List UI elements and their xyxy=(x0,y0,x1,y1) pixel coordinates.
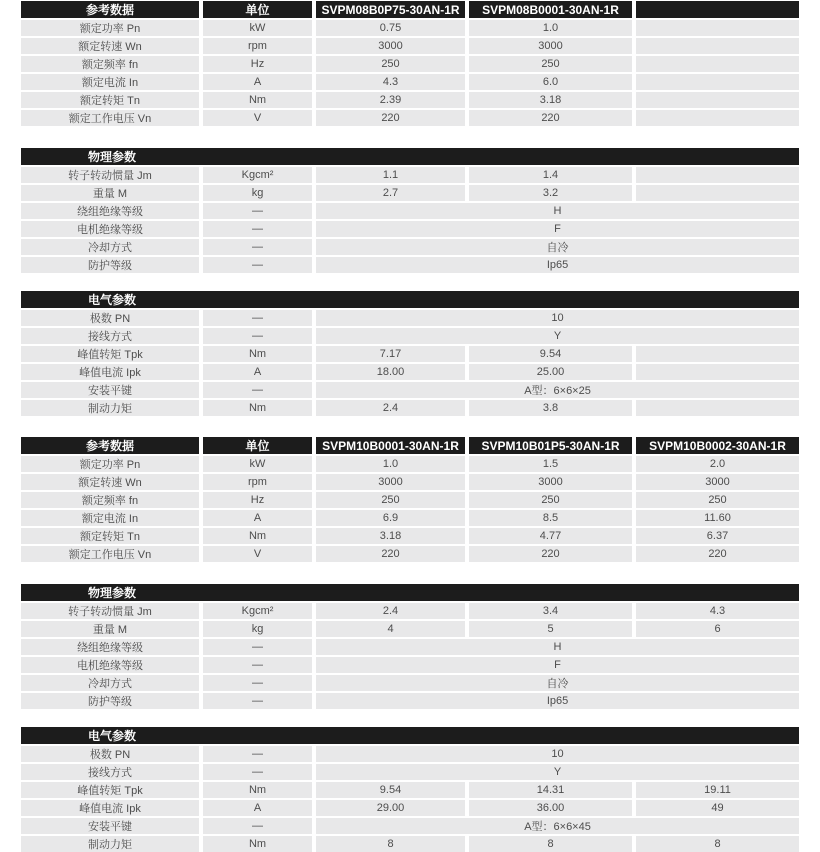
param-value-merged: 10 xyxy=(316,746,799,764)
model-column-header: SVPM08B0001-30AN-1R xyxy=(469,1,636,20)
table-row xyxy=(21,746,799,764)
param-value-merged: Ip65 xyxy=(316,257,799,273)
param-value: 250 xyxy=(316,56,469,74)
param-value-merged: H xyxy=(316,639,799,657)
param-value: 7.17 xyxy=(316,346,469,364)
param-value: 25.00 xyxy=(469,364,636,382)
param-label: 转子转动惯量 Jm xyxy=(21,603,203,621)
param-unit: Hz xyxy=(203,56,316,74)
section-header xyxy=(21,727,799,746)
table-row xyxy=(21,474,799,492)
table-header-row xyxy=(21,148,799,167)
param-label: 额定转速 Wn xyxy=(21,474,203,492)
param-label: 接线方式 xyxy=(21,764,203,782)
param-unit: — xyxy=(203,764,316,782)
param-value-merged: Y xyxy=(316,764,799,782)
table-row xyxy=(21,382,799,400)
table-row xyxy=(21,110,799,126)
param-unit: Nm xyxy=(203,400,316,416)
param-value-merged: 10 xyxy=(316,310,799,328)
param-value-merged: Ip65 xyxy=(316,693,799,709)
param-value: 36.00 xyxy=(469,800,636,818)
param-value-merged: F xyxy=(316,657,799,675)
param-value: 2.7 xyxy=(316,185,469,203)
param-label: 额定转矩 Tn xyxy=(21,92,203,110)
param-label: 电机绝缘等级 xyxy=(21,221,203,239)
param-value: 1.4 xyxy=(469,167,636,185)
param-value-merged: H xyxy=(316,203,799,221)
param-unit: — xyxy=(203,639,316,657)
table-row xyxy=(21,782,799,800)
table-row xyxy=(21,203,799,221)
section-title: 物理参数 xyxy=(87,586,136,600)
param-value: 3.4 xyxy=(469,603,636,621)
param-label: 绕组绝缘等级 xyxy=(21,639,203,657)
param-value: 250 xyxy=(636,492,799,510)
param-unit: — xyxy=(203,221,316,239)
param-value: 8.5 xyxy=(469,510,636,528)
row-group-header: 参考数据 xyxy=(21,1,203,20)
param-value-merged: F xyxy=(316,221,799,239)
param-label: 额定电流 In xyxy=(21,74,203,92)
param-value: 8 xyxy=(469,836,636,852)
model-column-header: SVPM10B0001-30AN-1R xyxy=(316,437,469,456)
table-row xyxy=(21,400,799,416)
table-row xyxy=(21,675,799,693)
table-row xyxy=(21,621,799,639)
param-value: 3.18 xyxy=(316,528,469,546)
param-value: 4.3 xyxy=(316,74,469,92)
param-label: 制动力矩 xyxy=(21,836,203,852)
param-label: 绕组绝缘等级 xyxy=(21,203,203,221)
param-unit: — xyxy=(203,818,316,836)
param-unit: V xyxy=(203,110,316,126)
param-unit: A xyxy=(203,800,316,818)
reference-data-table xyxy=(21,1,799,126)
table-row xyxy=(21,800,799,818)
section-title: 电气参数 xyxy=(87,293,136,307)
param-unit: Hz xyxy=(203,492,316,510)
table-row xyxy=(21,364,799,382)
table-row xyxy=(21,221,799,239)
param-value xyxy=(636,38,799,56)
param-value xyxy=(636,74,799,92)
param-value: 9.54 xyxy=(469,346,636,364)
param-value: 3.8 xyxy=(469,400,636,416)
param-label: 防护等级 xyxy=(21,693,203,709)
param-unit: Kgcm² xyxy=(203,603,316,621)
param-unit: — xyxy=(203,203,316,221)
table-row xyxy=(21,257,799,273)
param-value xyxy=(636,364,799,382)
section-header xyxy=(21,291,799,310)
param-unit: — xyxy=(203,239,316,257)
param-value-merged: A型：6×6×45 xyxy=(316,818,799,836)
param-value: 6.9 xyxy=(316,510,469,528)
param-label: 安装平键 xyxy=(21,382,203,400)
param-value: 8 xyxy=(636,836,799,852)
param-value: 18.00 xyxy=(316,364,469,382)
param-value: 3000 xyxy=(636,474,799,492)
table-row xyxy=(21,20,799,38)
param-unit: Kgcm² xyxy=(203,167,316,185)
param-value: 2.4 xyxy=(316,400,469,416)
table-row xyxy=(21,92,799,110)
param-value: 250 xyxy=(469,56,636,74)
param-unit: kg xyxy=(203,185,316,203)
param-value: 4.3 xyxy=(636,603,799,621)
table-row xyxy=(21,528,799,546)
param-value: 2.4 xyxy=(316,603,469,621)
table-header-row xyxy=(21,437,799,456)
section-title: 物理参数 xyxy=(87,150,136,164)
param-unit: rpm xyxy=(203,474,316,492)
param-unit: V xyxy=(203,546,316,562)
param-unit: Nm xyxy=(203,346,316,364)
param-unit: A xyxy=(203,74,316,92)
param-label: 极数 PN xyxy=(21,310,203,328)
physical-params-table xyxy=(21,584,799,709)
param-label: 额定工作电压 Vn xyxy=(21,110,203,126)
param-label: 极数 PN xyxy=(21,746,203,764)
table-row xyxy=(21,764,799,782)
param-value: 1.0 xyxy=(469,20,636,38)
param-value: 220 xyxy=(316,110,469,126)
table-row xyxy=(21,657,799,675)
param-label: 防护等级 xyxy=(21,257,203,273)
param-label: 额定功率 Pn xyxy=(21,456,203,474)
param-value-merged: 自冷 xyxy=(316,239,799,257)
param-value: 6 xyxy=(636,621,799,639)
table-row xyxy=(21,185,799,203)
table-row xyxy=(21,74,799,92)
param-unit: — xyxy=(203,675,316,693)
param-value: 3000 xyxy=(469,474,636,492)
param-value: 3.2 xyxy=(469,185,636,203)
param-value: 220 xyxy=(469,546,636,562)
param-value: 19.11 xyxy=(636,782,799,800)
table-header-row xyxy=(21,1,799,20)
param-unit: — xyxy=(203,382,316,400)
param-value xyxy=(636,185,799,203)
section-header xyxy=(21,584,799,603)
param-unit: Nm xyxy=(203,528,316,546)
param-label: 峰值电流 Ipk xyxy=(21,364,203,382)
param-value: 14.31 xyxy=(469,782,636,800)
table-header-row xyxy=(21,727,799,746)
param-value: 4 xyxy=(316,621,469,639)
param-unit: A xyxy=(203,364,316,382)
table-row xyxy=(21,456,799,474)
param-unit: — xyxy=(203,328,316,346)
param-value: 1.1 xyxy=(316,167,469,185)
param-value xyxy=(636,92,799,110)
param-value: 0.75 xyxy=(316,20,469,38)
table-row xyxy=(21,546,799,562)
param-unit: — xyxy=(203,257,316,273)
param-label: 额定频率 fn xyxy=(21,56,203,74)
param-label: 额定转矩 Tn xyxy=(21,528,203,546)
table-row xyxy=(21,346,799,364)
param-label: 额定电流 In xyxy=(21,510,203,528)
param-unit: Nm xyxy=(203,782,316,800)
param-value: 49 xyxy=(636,800,799,818)
param-unit: kW xyxy=(203,20,316,38)
param-value xyxy=(636,400,799,416)
param-value-merged: 自冷 xyxy=(316,675,799,693)
param-value: 4.77 xyxy=(469,528,636,546)
param-value xyxy=(636,20,799,38)
param-value: 6.0 xyxy=(469,74,636,92)
param-unit: kg xyxy=(203,621,316,639)
param-value xyxy=(636,110,799,126)
table-header-row xyxy=(21,584,799,603)
table-row xyxy=(21,239,799,257)
param-label: 接线方式 xyxy=(21,328,203,346)
param-label: 安装平键 xyxy=(21,818,203,836)
param-unit: A xyxy=(203,510,316,528)
param-unit: rpm xyxy=(203,38,316,56)
table-row xyxy=(21,836,799,852)
param-value: 8 xyxy=(316,836,469,852)
param-label: 额定功率 Pn xyxy=(21,20,203,38)
table-row xyxy=(21,693,799,709)
param-label: 额定转速 Wn xyxy=(21,38,203,56)
table-row xyxy=(21,167,799,185)
table-header-row xyxy=(21,291,799,310)
param-unit: — xyxy=(203,657,316,675)
electrical-params-table xyxy=(21,291,799,416)
row-group-header: 参考数据 xyxy=(21,437,203,456)
param-value xyxy=(636,346,799,364)
param-value-merged: Y xyxy=(316,328,799,346)
param-value: 11.60 xyxy=(636,510,799,528)
param-value xyxy=(636,167,799,185)
unit-column-header: 单位 xyxy=(203,1,316,20)
param-value: 220 xyxy=(636,546,799,562)
param-value: 29.00 xyxy=(316,800,469,818)
param-unit: — xyxy=(203,693,316,709)
param-value-merged: A型：6×6×25 xyxy=(316,382,799,400)
param-value: 3000 xyxy=(316,474,469,492)
unit-column-header: 单位 xyxy=(203,437,316,456)
param-value xyxy=(636,56,799,74)
table-row xyxy=(21,818,799,836)
param-value: 1.5 xyxy=(469,456,636,474)
param-label: 转子转动惯量 Jm xyxy=(21,167,203,185)
param-unit: Nm xyxy=(203,836,316,852)
param-unit: Nm xyxy=(203,92,316,110)
param-value: 3000 xyxy=(469,38,636,56)
model-column-header xyxy=(636,1,799,20)
param-label: 制动力矩 xyxy=(21,400,203,416)
param-value: 6.37 xyxy=(636,528,799,546)
reference-data-table xyxy=(21,437,799,562)
param-label: 峰值电流 Ipk xyxy=(21,800,203,818)
param-label: 冷却方式 xyxy=(21,239,203,257)
table-row xyxy=(21,639,799,657)
physical-params-table xyxy=(21,148,799,273)
param-value: 2.0 xyxy=(636,456,799,474)
table-row xyxy=(21,603,799,621)
param-label: 重量 M xyxy=(21,621,203,639)
table-row xyxy=(21,328,799,346)
electrical-params-table xyxy=(21,727,799,852)
param-value: 1.0 xyxy=(316,456,469,474)
param-unit: kW xyxy=(203,456,316,474)
param-label: 冷却方式 xyxy=(21,675,203,693)
param-label: 额定工作电压 Vn xyxy=(21,546,203,562)
param-value: 5 xyxy=(469,621,636,639)
model-column-header: SVPM08B0P75-30AN-1R xyxy=(316,1,469,20)
section-header xyxy=(21,148,799,167)
table-row xyxy=(21,310,799,328)
param-label: 峰值转矩 Tpk xyxy=(21,346,203,364)
param-label: 额定频率 fn xyxy=(21,492,203,510)
param-value: 220 xyxy=(316,546,469,562)
motor-spec-sheet xyxy=(0,1,820,852)
param-value: 250 xyxy=(469,492,636,510)
param-unit: — xyxy=(203,746,316,764)
model-column-header: SVPM10B0002-30AN-1R xyxy=(636,437,799,456)
param-label: 电机绝缘等级 xyxy=(21,657,203,675)
param-value: 250 xyxy=(316,492,469,510)
param-unit: — xyxy=(203,310,316,328)
param-label: 峰值转矩 Tpk xyxy=(21,782,203,800)
model-column-header: SVPM10B01P5-30AN-1R xyxy=(469,437,636,456)
section-title: 电气参数 xyxy=(87,729,136,743)
table-row xyxy=(21,56,799,74)
table-row xyxy=(21,492,799,510)
param-value: 2.39 xyxy=(316,92,469,110)
table-row xyxy=(21,38,799,56)
param-value: 3000 xyxy=(316,38,469,56)
param-value: 220 xyxy=(469,110,636,126)
param-value: 3.18 xyxy=(469,92,636,110)
param-value: 9.54 xyxy=(316,782,469,800)
param-label: 重量 M xyxy=(21,185,203,203)
table-row xyxy=(21,510,799,528)
